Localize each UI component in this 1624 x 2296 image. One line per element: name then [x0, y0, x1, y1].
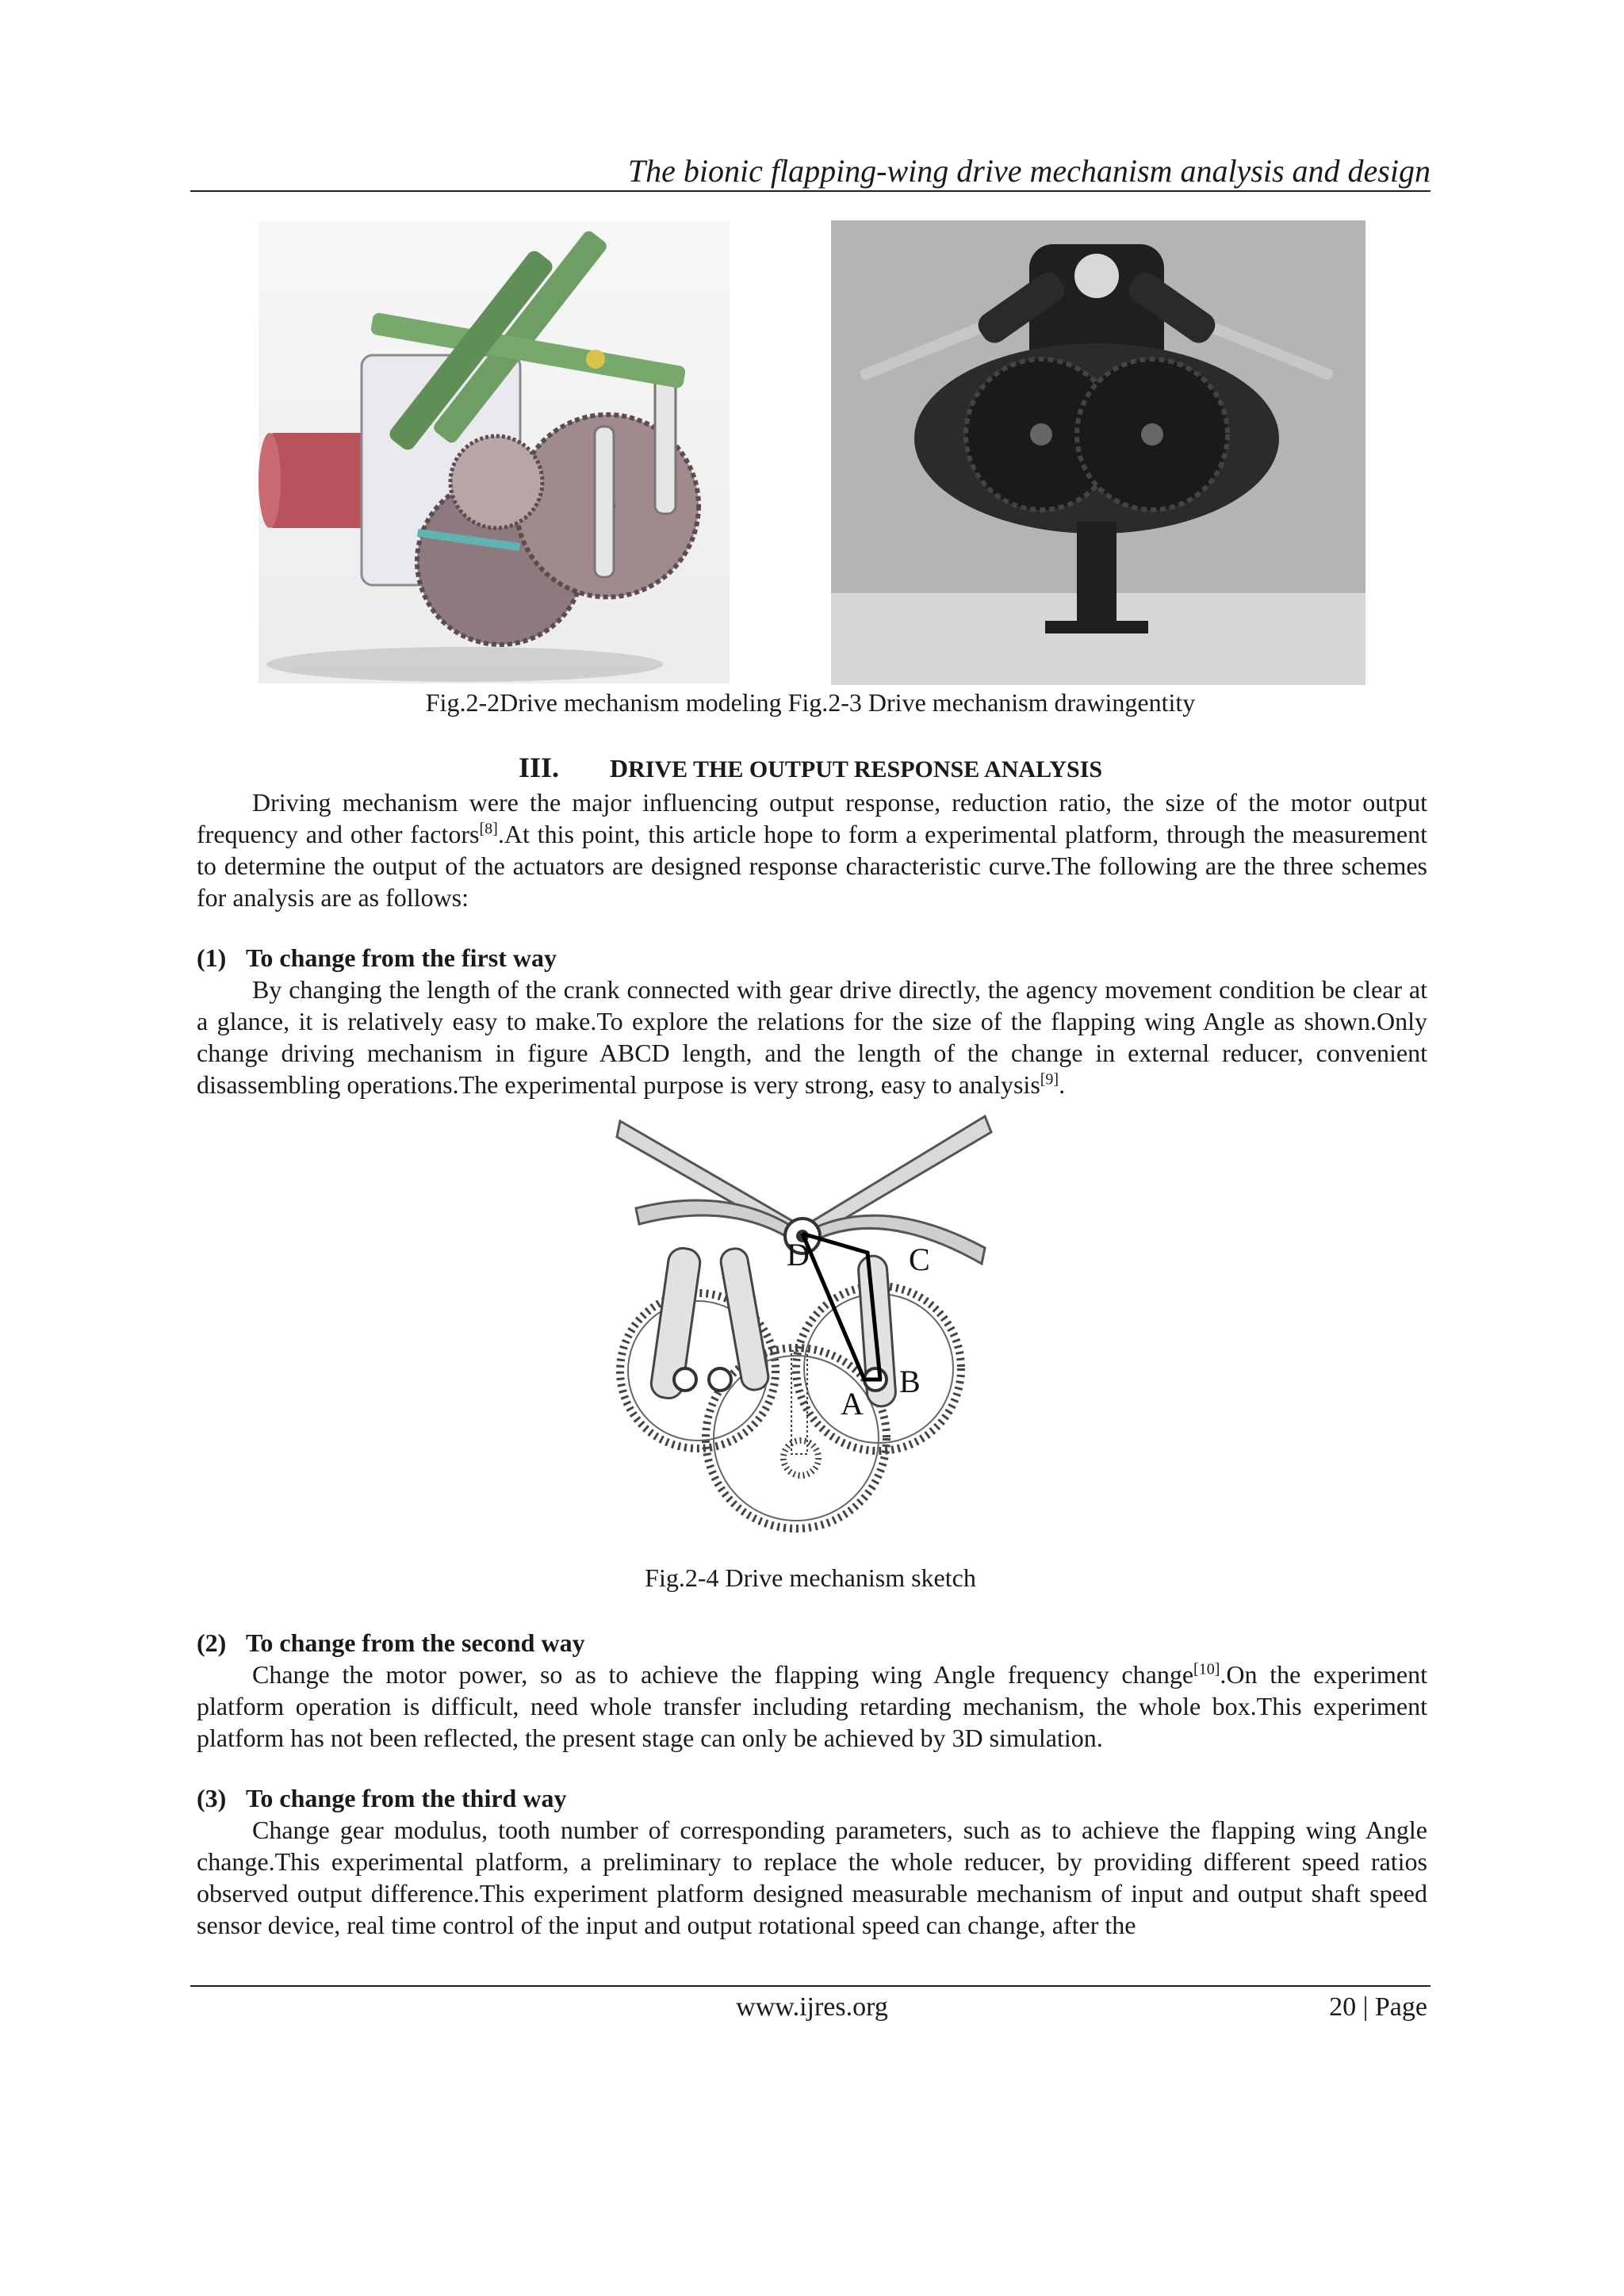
way-1-heading: (1) To change from the first way: [197, 943, 557, 972]
way-2-paragraph: Change the motor power, so as to achieve the flapping wing Angle frequency change[10].On the experiment platform operation is difficult, need whole transfer including retarding mechanism, the whole box.This experiment platform has not been reflected, the present stage can only be achieved by 3D simulation.: [197, 1660, 1428, 1752]
way-3-heading: (3) To change from the third way: [197, 1784, 567, 1812]
footer-website: www.ijres.org: [736, 1992, 888, 2022]
sketch-label-a: A: [841, 1386, 864, 1422]
running-title: The bionic flapping-wing drive mechanism analysis and design: [627, 153, 1431, 189]
figure-mechanism-sketch: [612, 1113, 1004, 1551]
section-heading: [190, 752, 1431, 786]
section-title-rest: RIVE THE OUTPUT RESPONSE ANALYSIS: [628, 756, 1103, 783]
way-1-paragraph: By changing the length of the crank connected with gear drive directly, the agency movement condition be clear at a glance, it is relatively easy to make.To explore the relations for the size of the flapping wing Angle as shown.Only change driving mechanism in figure ABCD length, and the length of the change in external reducer, convenient disassembling operations.The experimental purpose is very strong, easy to analysis[9].: [197, 975, 1427, 1099]
sketch-label-b: B: [899, 1364, 921, 1399]
figure-3d-model: [259, 220, 730, 683]
figure-prototype-photo: [831, 220, 1365, 685]
citation-9: [9]: [1040, 1070, 1059, 1089]
header-rule: [190, 190, 1431, 192]
way-2-heading: (2) To change from the second way: [197, 1628, 585, 1657]
way-3-paragraph: Change gear modulus, tooth number of corresponding parameters, such as to achieve the flapping wing Angle change.This experimental platform, a preliminary to replace the whole reducer, by providing different speed ratios observed output difference.This experiment platform designed measurable mechanism of input and output shaft speed sensor device, real time control of the input and output rotational speed can change, after the: [197, 1816, 1427, 1939]
section-number: III.: [518, 752, 559, 783]
section-intro-paragraph: Driving mechanism were the major influencing output response, reduction ratio, the size of the motor output frequency and other factors[8].At this point, this article hope to form a experimental platform, through the measurement to determine the output of the actuators are designed response characteristic curve.The following are the three schemes for analysis are as follows:: [197, 788, 1428, 912]
sketch-label-d: D: [787, 1237, 810, 1272]
footer-rule: [190, 1985, 1431, 1987]
figure-caption-2-4: Fig.2-4 Drive mechanism sketch: [645, 1563, 976, 1592]
footer-page-number: 20 | Page: [1329, 1992, 1427, 2022]
sketch-label-c: C: [909, 1242, 930, 1277]
citation-10: [10]: [1193, 1660, 1220, 1678]
section-title-initial: D: [609, 754, 629, 783]
figure-caption-2-2-2-3: Fig.2-2Drive mechanism modeling Fig.2-3 Drive mechanism drawingentity: [425, 688, 1196, 717]
citation-8: [8]: [479, 820, 498, 838]
